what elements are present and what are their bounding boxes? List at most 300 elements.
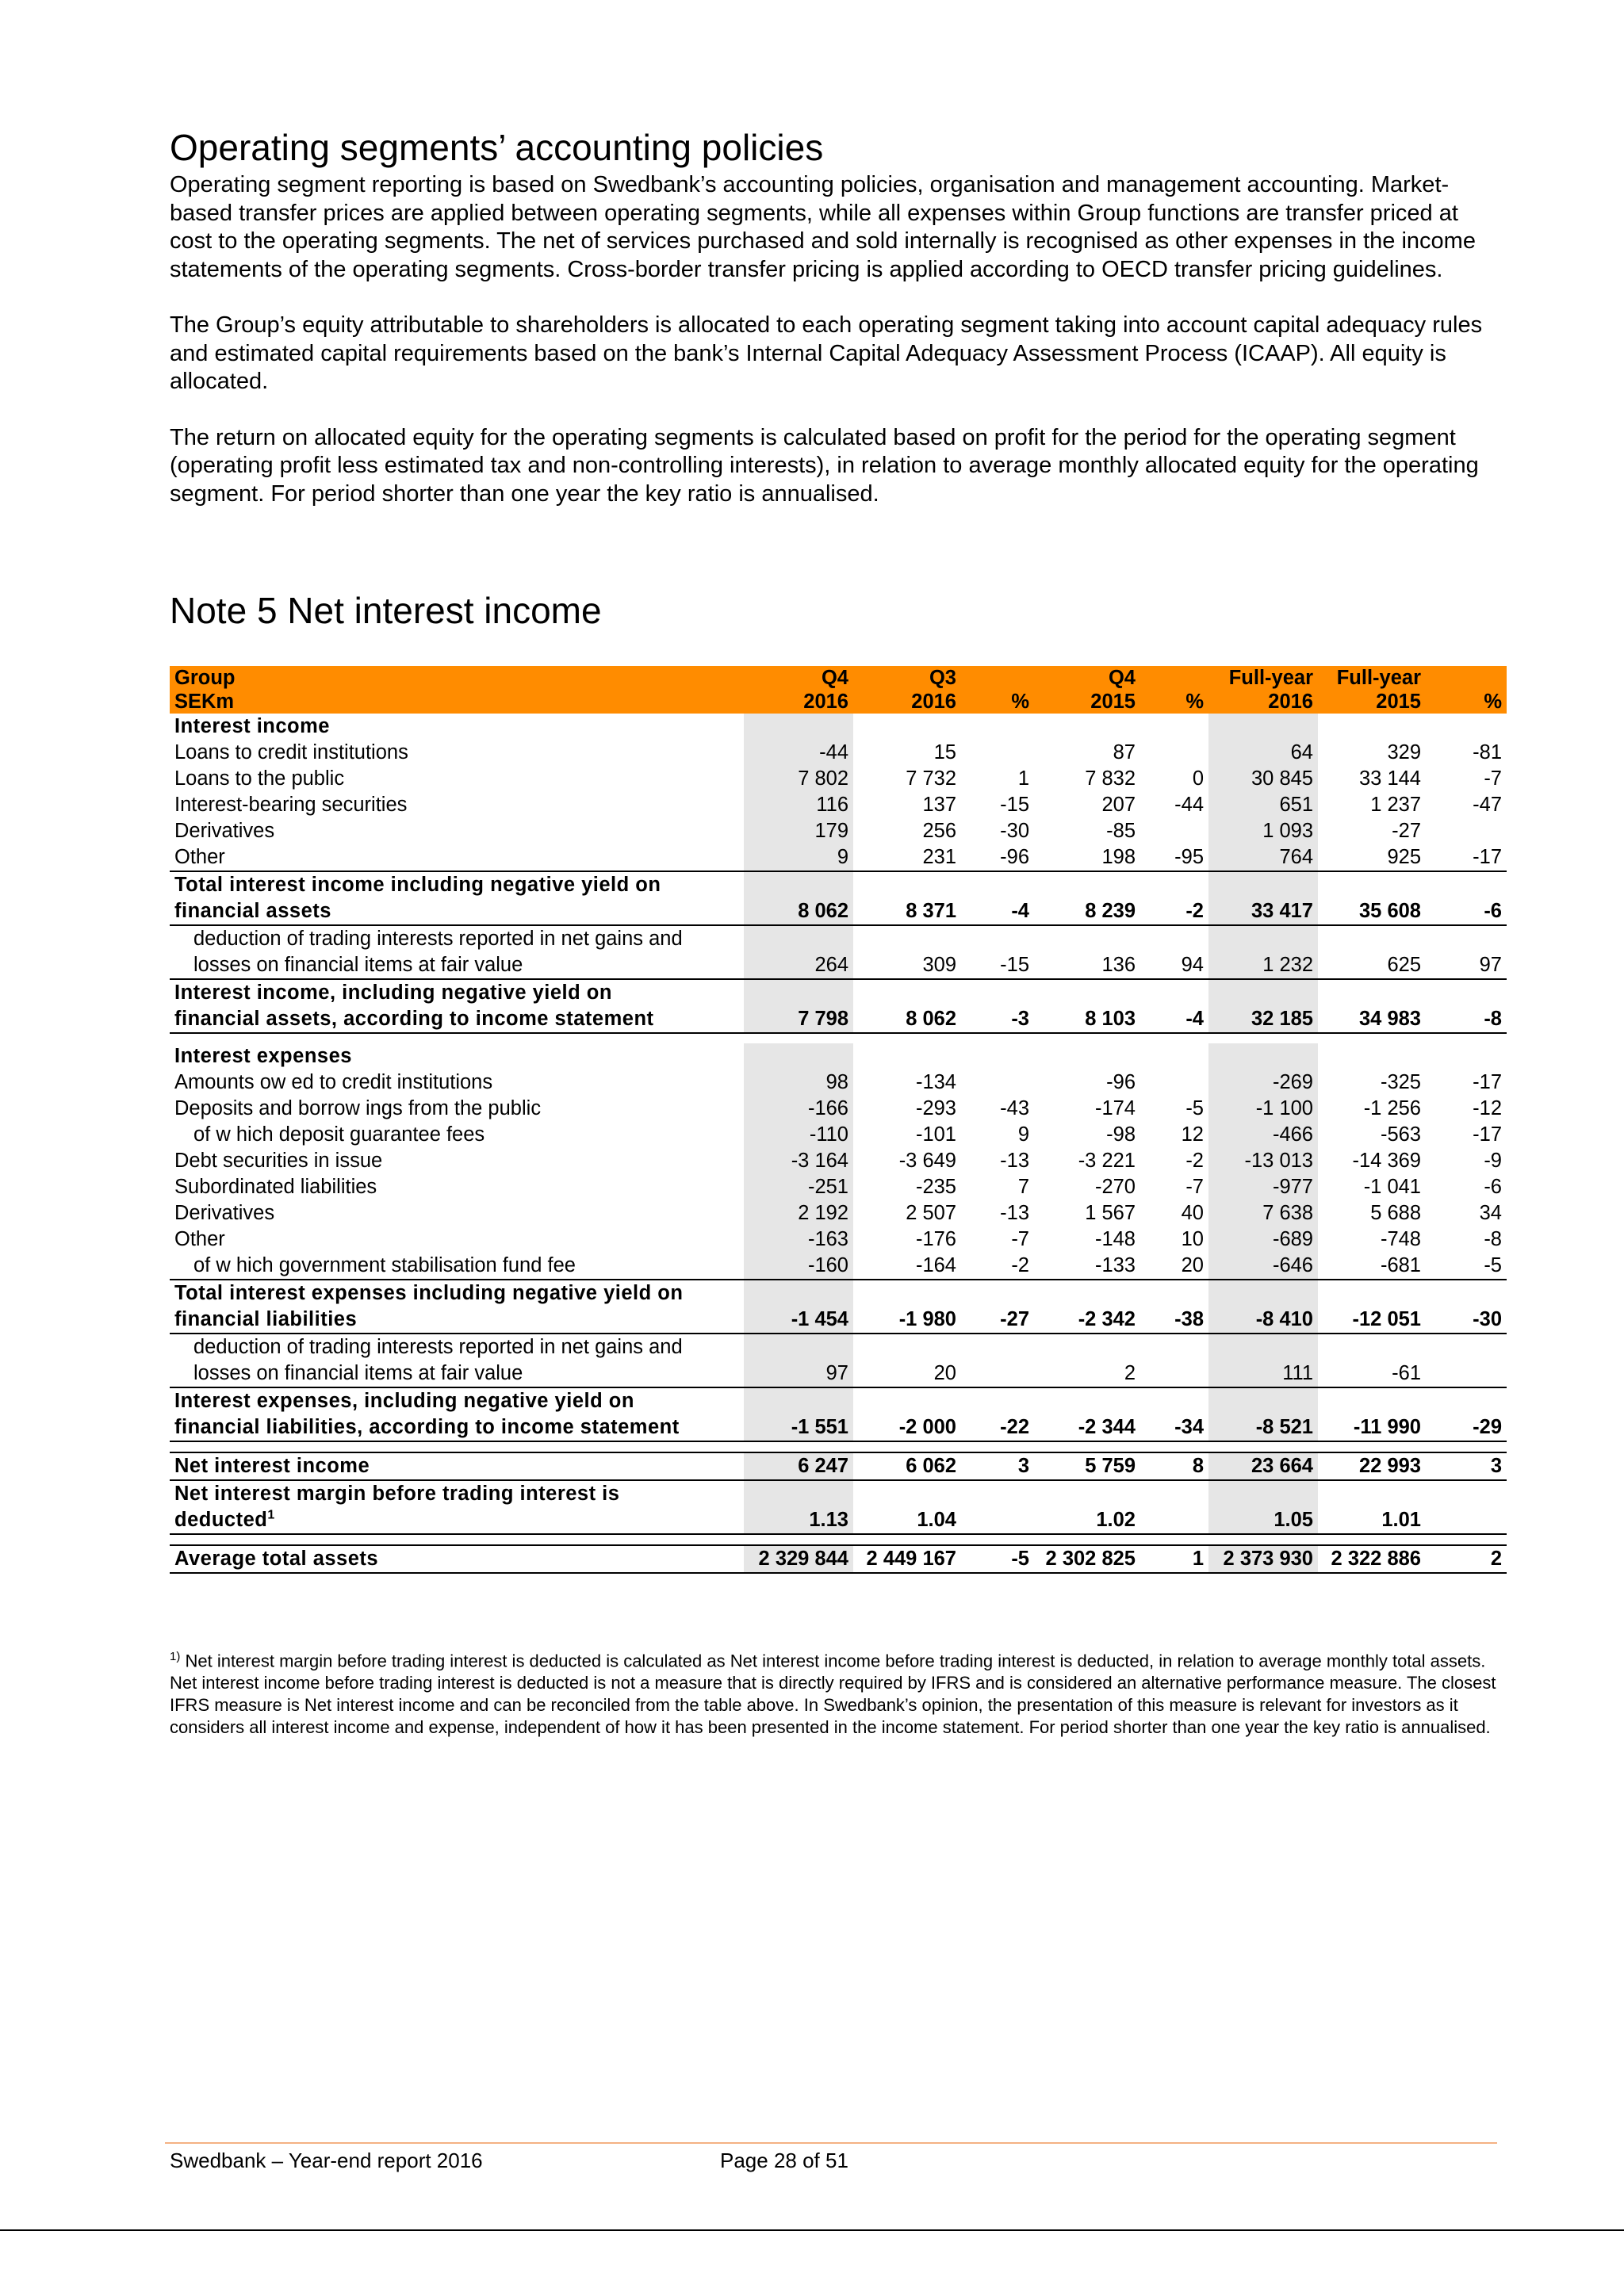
header-cell: 2016 <box>744 690 853 714</box>
cell-value <box>1034 1334 1140 1360</box>
cell-value: -251 <box>744 1174 853 1200</box>
row-label <box>170 1148 744 1174</box>
cell-value: 136 <box>1034 952 1140 979</box>
cell-value: 10 <box>1181 1228 1204 1250</box>
row-label-text: Derivatives <box>174 820 275 842</box>
table-row <box>170 1280 1507 1307</box>
cell-value: 6 062 <box>853 1452 961 1480</box>
cell-value <box>853 925 961 952</box>
row-label <box>170 792 744 818</box>
table-row <box>170 1122 1507 1148</box>
cell-value: -12 051 <box>1318 1307 1426 1334</box>
cell-value <box>1140 740 1208 766</box>
cell-value <box>961 1480 1034 1507</box>
footer-divider <box>165 2142 1497 2144</box>
cell-value: -5 <box>961 1545 1034 1573</box>
cell-value <box>744 1534 853 1545</box>
cell-value: 8 239 <box>1034 898 1140 925</box>
cell-value: 7 832 <box>1085 767 1136 790</box>
header-cell: Q3 <box>853 666 961 690</box>
cell-value: -47 <box>1473 794 1502 816</box>
cell-value <box>1140 1534 1208 1545</box>
row-label-text: losses on financial items at fair value <box>193 1362 523 1384</box>
cell-value: -15 <box>961 952 1034 979</box>
cell-value <box>853 1280 961 1307</box>
cell-value: 32 185 <box>1208 1006 1318 1033</box>
cell-value: 34 983 <box>1318 1006 1426 1033</box>
cell-value: 1 232 <box>1208 952 1318 979</box>
cell-value <box>961 1033 1034 1043</box>
table-row <box>170 714 1507 740</box>
cell-value <box>1208 1534 1318 1545</box>
cell-value <box>1208 979 1318 1006</box>
header-cell: % <box>1426 690 1507 714</box>
table-row <box>170 1033 1507 1043</box>
cell-value: -4 <box>1140 1006 1208 1033</box>
cell-value <box>1140 1033 1208 1043</box>
cell-value: 33 417 <box>1208 898 1318 925</box>
cell-value <box>1140 1480 1208 1507</box>
cell-value: -1 551 <box>744 1414 853 1441</box>
row-label-text: financial liabilities <box>174 1308 358 1330</box>
cell-value: 8 062 <box>853 1006 961 1033</box>
row-label <box>170 1033 744 1043</box>
header-cell: 2015 <box>1034 690 1140 714</box>
cell-value <box>853 1387 961 1414</box>
cell-value: -95 <box>1174 846 1204 868</box>
cell-value: -2 <box>1140 898 1208 925</box>
cell-value: -8 <box>1484 1228 1502 1250</box>
cell-value <box>1140 1507 1208 1534</box>
footnote-ref: 1 <box>267 1508 275 1522</box>
row-label <box>170 898 744 925</box>
cell-value <box>853 1334 961 1360</box>
cell-value: 625 <box>1318 952 1426 979</box>
cell-value <box>1140 818 1208 844</box>
cell-value <box>1208 1387 1318 1414</box>
cell-value: 2 322 886 <box>1318 1545 1426 1573</box>
cell-value <box>853 871 961 898</box>
header-cell: % <box>1140 690 1208 714</box>
cell-value: -101 <box>915 1123 956 1146</box>
cell-value: 8 103 <box>1034 1006 1140 1033</box>
cell-value: 40 <box>1181 1202 1204 1224</box>
cell-value: 20 <box>1181 1254 1204 1276</box>
cell-value: -325 <box>1380 1071 1421 1093</box>
table-row <box>170 1174 1507 1200</box>
row-label <box>170 1122 744 1148</box>
cell-value: 198 <box>1101 846 1136 868</box>
cell-value <box>853 714 961 740</box>
cell-value <box>1426 925 1507 952</box>
cell-value: -2 000 <box>853 1414 961 1441</box>
cell-value: 5 759 <box>1034 1452 1140 1480</box>
cell-value <box>853 1534 961 1545</box>
cell-value: -13 <box>1000 1202 1029 1224</box>
cell-value: -9 <box>1484 1150 1502 1172</box>
cell-value: 97 <box>744 1360 853 1387</box>
row-label-text: Loans to credit institutions <box>174 741 408 763</box>
row-label <box>170 1452 744 1480</box>
footer-report-title: Swedbank – Year-end report 2016 <box>170 2149 483 2172</box>
cell-value: -81 <box>1473 741 1502 763</box>
row-label <box>170 1226 744 1253</box>
cell-value <box>1426 1280 1507 1307</box>
table-header-row-1 <box>170 666 1507 690</box>
cell-value: -61 <box>1318 1360 1426 1387</box>
cell-value <box>1034 1480 1140 1507</box>
cell-value <box>1426 714 1507 740</box>
cell-value: -174 <box>1094 1097 1136 1119</box>
cell-value: 34 <box>1479 1202 1502 1224</box>
cell-value: 179 <box>744 818 853 844</box>
cell-value: -96 <box>1000 846 1029 868</box>
cell-value: 2 192 <box>744 1200 853 1226</box>
cell-value: 116 <box>744 792 853 818</box>
row-label-text: of w hich deposit guarantee fees <box>193 1123 485 1146</box>
row-label-text: Net interest margin before trading interest is <box>174 1483 620 1505</box>
row-label <box>170 766 744 792</box>
cell-value: 3 <box>1426 1452 1507 1480</box>
cell-value: 7 638 <box>1208 1200 1318 1226</box>
cell-value <box>1318 1033 1426 1043</box>
cell-value <box>1208 925 1318 952</box>
cell-value <box>1318 871 1426 898</box>
cell-value: 7 <box>1017 1176 1029 1198</box>
table-row <box>170 1387 1507 1414</box>
cell-value: 7 732 <box>906 767 956 790</box>
cell-value: -148 <box>1094 1228 1136 1250</box>
row-label-text: financial liabilities, according to income statement <box>174 1416 680 1438</box>
cell-value: -977 <box>1208 1174 1318 1200</box>
cell-value <box>961 714 1034 740</box>
row-label <box>170 818 744 844</box>
cell-value: 97 <box>1426 952 1507 979</box>
table-row <box>170 1480 1507 1507</box>
cell-value: 329 <box>1387 741 1421 763</box>
cell-value <box>1034 871 1140 898</box>
cell-value <box>961 1441 1034 1452</box>
paragraph-3: The return on allocated equity for the operating segments is calculated based on profit for the period for the operating segment (operating profit less estimated tax and non-controlling interests), in relation to average monthly allocated equity for the operating segment. For period shorter than one year the key ratio is annualised. <box>170 424 1479 507</box>
cell-value <box>1034 1043 1140 1070</box>
cell-value <box>744 1334 853 1360</box>
cell-value <box>1140 1043 1208 1070</box>
cell-value <box>1426 871 1507 898</box>
cell-value <box>1140 871 1208 898</box>
header-cell: Full-year <box>1318 666 1426 690</box>
cell-value <box>961 1043 1034 1070</box>
cell-value: 2 449 167 <box>853 1545 961 1573</box>
cell-value: 3 <box>961 1452 1034 1480</box>
cell-value: -7 <box>1185 1176 1204 1198</box>
cell-value <box>1426 979 1507 1006</box>
cell-value <box>1318 714 1426 740</box>
cell-value <box>1140 1360 1208 1387</box>
header-cell: 2016 <box>853 690 961 714</box>
cell-value <box>1034 979 1140 1006</box>
cell-value: 7 802 <box>744 766 853 792</box>
cell-value: -13 013 <box>1208 1148 1318 1174</box>
cell-value <box>1426 1387 1507 1414</box>
cell-value <box>1208 714 1318 740</box>
cell-value: -1 100 <box>1208 1096 1318 1122</box>
row-label-text: Interest income, including negative yield on <box>174 982 612 1004</box>
cell-value: -166 <box>744 1096 853 1122</box>
page-bottom-rule <box>0 2229 1624 2231</box>
cell-value <box>744 1441 853 1452</box>
row-label-text: Interest expenses, including negative yield on <box>174 1390 634 1412</box>
cell-value: 98 <box>744 1070 853 1096</box>
cell-value <box>1208 1441 1318 1452</box>
cell-value: -8 <box>1426 1006 1507 1033</box>
cell-value <box>1426 1334 1507 1360</box>
cell-value <box>1318 1280 1426 1307</box>
cell-value: 64 <box>1208 740 1318 766</box>
header-cell: 2016 <box>1208 690 1318 714</box>
cell-value: 111 <box>1208 1360 1318 1387</box>
row-label-text: Subordinated liabilities <box>174 1176 377 1198</box>
row-label-text: Interest-bearing securities <box>174 794 408 816</box>
cell-value <box>744 979 853 1006</box>
row-label <box>170 1480 744 1507</box>
cell-value: 2 329 844 <box>744 1545 853 1573</box>
cell-value <box>1034 1033 1140 1043</box>
cell-value: -30 <box>1426 1307 1507 1334</box>
cell-value <box>1034 1280 1140 1307</box>
cell-value: 22 993 <box>1318 1452 1426 1480</box>
table-row <box>170 740 1507 766</box>
row-label-text: Interest income <box>174 715 330 737</box>
table-row <box>170 766 1507 792</box>
row-label-text: of w hich government stabilisation fund fee <box>193 1254 576 1276</box>
cell-value: 23 664 <box>1208 1452 1318 1480</box>
row-label <box>170 979 744 1006</box>
cell-value: -38 <box>1140 1307 1208 1334</box>
cell-value: 2 302 825 <box>1034 1545 1140 1573</box>
cell-value: -2 342 <box>1034 1307 1140 1334</box>
cell-value <box>1426 1534 1507 1545</box>
cell-value <box>1426 1480 1507 1507</box>
cell-value: -646 <box>1208 1253 1318 1280</box>
cell-value: -27 <box>1392 820 1421 842</box>
cell-value: 2 <box>1034 1360 1140 1387</box>
cell-value <box>1208 1480 1318 1507</box>
row-label-text: Other <box>174 846 225 868</box>
cell-value: -43 <box>1000 1097 1029 1119</box>
cell-value: -748 <box>1380 1228 1421 1250</box>
cell-value: 33 144 <box>1359 767 1421 790</box>
row-label <box>170 1043 744 1070</box>
row-label <box>170 740 744 766</box>
cell-value <box>961 925 1034 952</box>
cell-value: 1 <box>1140 1545 1208 1573</box>
row-label <box>170 1174 744 1200</box>
cell-value: -27 <box>961 1307 1034 1334</box>
cell-value: -293 <box>915 1097 956 1119</box>
cell-value: -6 <box>1484 1176 1502 1198</box>
paragraph-2: The Group’s equity attributable to shareholders is allocated to each operating segment taking into account capital adequacy rules and estimated capital requirements based on the bank’s Internal Capital Adequacy Assessment Process (ICAAP). All equity is allocated. <box>170 312 1483 394</box>
cell-value: -1 454 <box>744 1307 853 1334</box>
table-row <box>170 1307 1507 1334</box>
row-label-text: financial assets, according to income statement <box>174 1008 654 1030</box>
cell-value: -34 <box>1140 1414 1208 1441</box>
cell-value <box>853 1441 961 1452</box>
cell-value: -3 221 <box>1078 1150 1136 1172</box>
cell-value <box>961 1534 1034 1545</box>
header-cell: 2015 <box>1318 690 1426 714</box>
row-label <box>170 844 744 871</box>
cell-value <box>1426 1043 1507 1070</box>
cell-value <box>961 871 1034 898</box>
table-row <box>170 871 1507 898</box>
cell-value: 2 <box>1426 1545 1507 1573</box>
table-row <box>170 1334 1507 1360</box>
cell-value <box>961 1360 1034 1387</box>
header-cell <box>1426 666 1507 690</box>
cell-value: -7 <box>1484 767 1502 790</box>
cell-value: 15 <box>933 741 956 763</box>
row-label <box>170 1280 744 1307</box>
cell-value: 1.02 <box>1034 1507 1140 1534</box>
row-label <box>170 1307 744 1334</box>
cell-value: -4 <box>961 898 1034 925</box>
cell-value <box>853 1043 961 1070</box>
row-label <box>170 1334 744 1360</box>
cell-value <box>961 740 1034 766</box>
section-title-note-5: Note 5 Net interest income <box>170 590 602 631</box>
header-cell: Q4 <box>744 666 853 690</box>
cell-value <box>853 979 961 1006</box>
header-cell: % <box>961 690 1034 714</box>
row-label-text: Deposits and borrow ings from the public <box>174 1097 542 1119</box>
cell-value: -13 <box>1000 1150 1029 1172</box>
table-row <box>170 1200 1507 1226</box>
cell-value: 1.05 <box>1208 1507 1318 1534</box>
row-label <box>170 1387 744 1414</box>
row-label <box>170 714 744 740</box>
cell-value <box>1140 1070 1208 1096</box>
cell-value: -133 <box>1094 1254 1136 1276</box>
table-row <box>170 979 1507 1006</box>
net-interest-income-table <box>170 666 1507 1574</box>
section-title-accounting-policies: Operating segments’ accounting policies <box>170 127 824 168</box>
cell-value: -110 <box>744 1122 853 1148</box>
cell-value: -3 <box>961 1006 1034 1033</box>
cell-value: -6 <box>1426 898 1507 925</box>
row-label <box>170 1360 744 1387</box>
cell-value: -44 <box>1174 794 1204 816</box>
cell-value: -164 <box>915 1254 956 1276</box>
cell-value <box>1140 925 1208 952</box>
cell-value: -44 <box>744 740 853 766</box>
table-body <box>170 714 1507 1573</box>
table-row <box>170 1070 1507 1096</box>
row-label-text: financial assets <box>174 900 331 922</box>
row-label <box>170 1006 744 1033</box>
cell-value: -29 <box>1426 1414 1507 1441</box>
table-row <box>170 1545 1507 1573</box>
cell-value <box>744 925 853 952</box>
table-row <box>170 925 1507 952</box>
cell-value: -17 <box>1473 1071 1502 1093</box>
cell-value <box>1318 1387 1426 1414</box>
cell-value <box>1208 1043 1318 1070</box>
row-label-text: Net interest income <box>174 1455 370 1477</box>
cell-value: 207 <box>1101 794 1136 816</box>
cell-value: 5 688 <box>1370 1202 1421 1224</box>
cell-value: -30 <box>1000 820 1029 842</box>
cell-value <box>961 1280 1034 1307</box>
cell-value: 9 <box>1017 1123 1029 1146</box>
cell-value: -466 <box>1208 1122 1318 1148</box>
cell-value <box>853 1480 961 1507</box>
cell-value: 1.01 <box>1318 1507 1426 1534</box>
cell-value: 309 <box>853 952 961 979</box>
row-label <box>170 1441 744 1452</box>
table-row <box>170 1253 1507 1280</box>
table-row <box>170 1414 1507 1441</box>
row-label-text: Debt securities in issue <box>174 1150 383 1172</box>
cell-value: 764 <box>1208 844 1318 871</box>
cell-value <box>1140 1280 1208 1307</box>
cell-value: -1 256 <box>1363 1097 1421 1119</box>
cell-value: -2 <box>1011 1254 1029 1276</box>
row-label <box>170 871 744 898</box>
cell-value <box>1140 714 1208 740</box>
cell-value <box>961 1070 1034 1096</box>
cell-value: -7 <box>1011 1228 1029 1250</box>
cell-value <box>744 1387 853 1414</box>
cell-value <box>1318 925 1426 952</box>
row-label <box>170 1096 744 1122</box>
paragraph-1: Operating segment reporting is based on Swedbank’s accounting policies, organisation and management accounting. Market-based transfer prices are applied between operating segments, while all expenses within Group functions are transfer priced at cost to the operating segments. The net of services purchased and sold internally is recognised as other expenses in the income statements of the operating segments. Cross-border transfer pricing is applied according to OECD transfer pricing guidelines. <box>170 172 1476 282</box>
cell-value: 9 <box>744 844 853 871</box>
cell-value <box>744 1033 853 1043</box>
row-label <box>170 1534 744 1545</box>
cell-value <box>1208 1280 1318 1307</box>
table-row <box>170 1226 1507 1253</box>
cell-value: 8 371 <box>853 898 961 925</box>
row-label <box>170 1200 744 1226</box>
row-label-text: Total interest expenses including negative yield on <box>174 1282 684 1304</box>
row-label <box>170 1253 744 1280</box>
table-row <box>170 898 1507 925</box>
cell-value <box>1318 1441 1426 1452</box>
table-row <box>170 1148 1507 1174</box>
cell-value: -8 410 <box>1208 1307 1318 1334</box>
cell-value <box>744 714 853 740</box>
cell-value: 231 <box>922 846 956 868</box>
cell-value: -269 <box>1208 1070 1318 1096</box>
table-row <box>170 1534 1507 1545</box>
header-cell: Full-year <box>1208 666 1318 690</box>
table-row <box>170 1360 1507 1387</box>
cell-value <box>961 1387 1034 1414</box>
cell-value: 35 608 <box>1318 898 1426 925</box>
row-label <box>170 952 744 979</box>
cell-value: 1 <box>1017 767 1029 790</box>
cell-value <box>1426 1360 1507 1387</box>
footnote <box>170 1646 1510 1739</box>
cell-value: -3 164 <box>744 1148 853 1174</box>
table-row <box>170 1096 1507 1122</box>
cell-value <box>1426 818 1507 844</box>
row-label-text: losses on financial items at fair value <box>193 954 523 976</box>
table-row <box>170 1043 1507 1070</box>
cell-value: -8 521 <box>1208 1414 1318 1441</box>
cell-value: -85 <box>1106 820 1136 842</box>
cell-value: 925 <box>1387 846 1421 868</box>
